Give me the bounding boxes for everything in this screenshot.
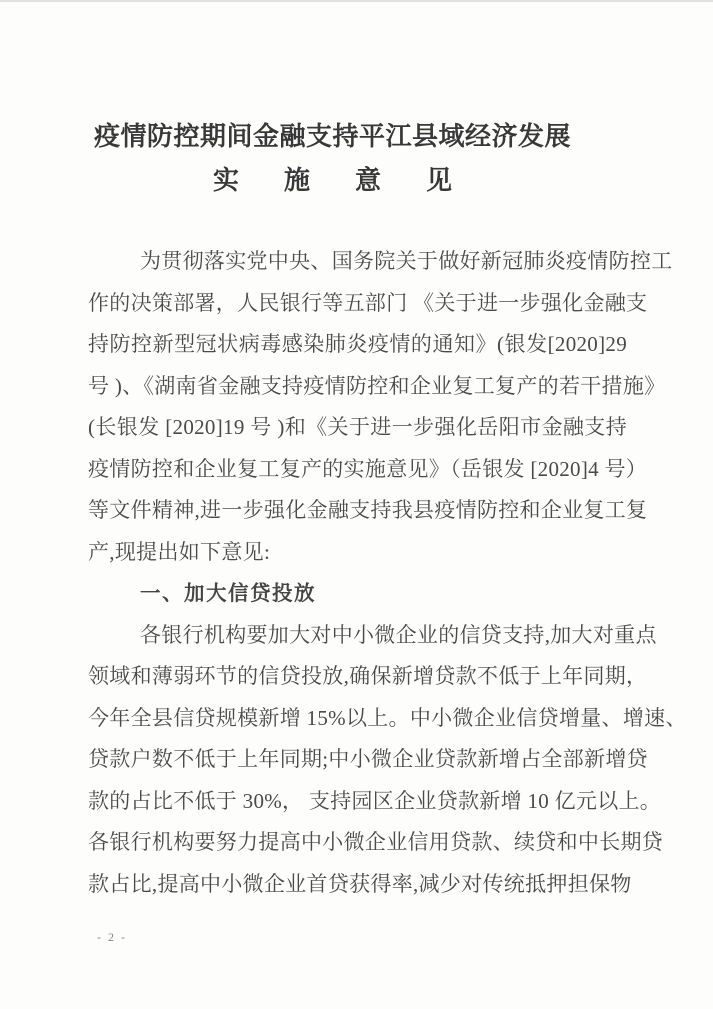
paragraph2-line-7: 款占比,提高中小微企业首贷获得率,减少对传统抵押担保物 [88,871,632,896]
title-line-2 [25,162,640,200]
scan-edge-artifact [0,0,713,2]
title-line-1: 疫情防控期间金融支持平江县域经济发展 [93,122,571,151]
paragraph2-line-6: 各银行机构要努力提高中小微企业信用贷款、续贷和中长期贷 [88,830,664,854]
paragraph1-line-6: 疫情防控和企业复工复产的实施意见》（岳银发 [2020]4 号） [88,456,648,481]
paragraph2-line-2: 领域和薄弱环节的信贷投放,确保新增贷款不低于上年同期， [88,664,648,688]
document-title [25,118,640,200]
paragraph1-line-1: 为贯彻落实党中央、国务院关于做好新冠肺炎疫情防控工 [140,249,673,273]
page-number: - 2 - [97,930,127,944]
paragraph2-line-1: 各银行机构要加大对中小微企业的信贷支持,加大对重点 [140,622,657,647]
paragraph1-line-4: 号 )、《湖南省金融支持疫情防控和企业复工复产的若干措施》 [88,373,666,398]
paragraph1-line-3: 持防控新型冠状病毒感染肺炎疫情的通知》(银发[2020]29 [88,332,627,356]
document-body [88,241,687,905]
paragraph2-line-4: 贷款户数不低于上年同期;中小微企业贷款新增占全部新增贷 [88,747,648,771]
paragraph2-line-5: 款的占比不低于 30%， 支持园区企业贷款新增 10 亿元以上。 [88,788,662,813]
section-1-heading: 一、加大信贷投放 [140,582,316,605]
paragraph1-line-7: 等文件精神,进一步强化金融支持我县疫情防控和企业复工复 [88,498,648,522]
paragraph1-line-8: 产,现提出如下意见: [88,539,271,564]
title-line-2-text: 实施意见 [212,166,497,195]
paragraph1-line-5: (长银发 [2020]19 号 )和《关于进一步强化岳阳市金融支持 [88,415,627,439]
paragraph2-line-3: 今年全县信贷规模新增 15%以上。中小微企业信贷增量、增速、 [88,705,687,730]
paragraph1-line-2: 作的决策部署，人民银行等五部门 《关于进一步强化金融支 [88,290,648,315]
